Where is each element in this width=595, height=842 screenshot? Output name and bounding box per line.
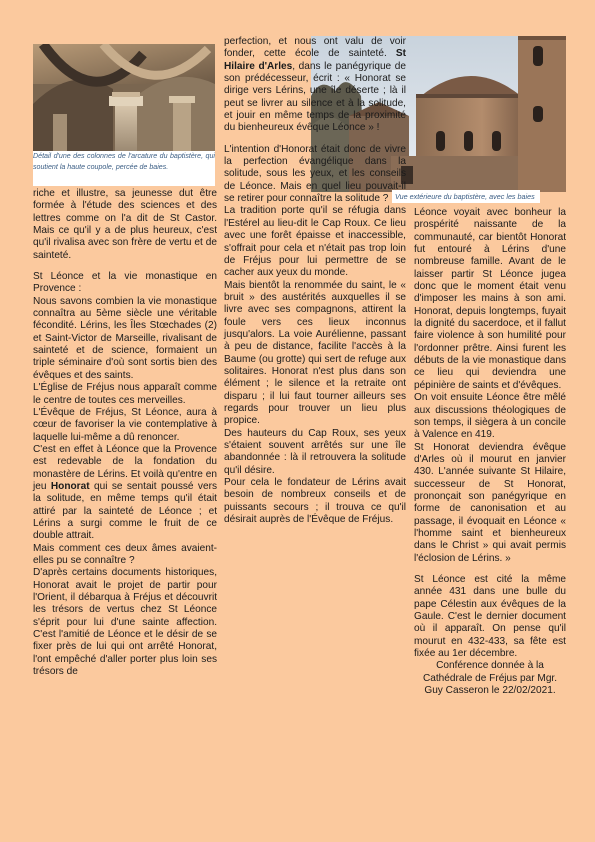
col1-paragraph-6: Mais comment ces deux âmes avaient-elles pu se connaître ? [33,542,217,566]
col2-paragraph-2: L'intention d'Honorat était donc de vivre la perfection évangélique dans la solitude, sous les yeux, et les conseils de Léonce. Mais en quel lieu pouvait-il se retirer pour connaître la solitude ? [224,143,406,205]
col3-paragraph-2: On voit ensuite Léonce être mêlé aux discussions théologiques de son temps, il siègera à un concile à Valence en 419. [414,392,566,441]
col2-paragraph-3: La tradition porte qu'il se réfugia dans l'Estérel au lieu-dit le Cap Roux. Ce lieu avec une forêt épaisse et inaccessible, s'offrait pour cela et n'était pas trop loin de Fréjus pour lui permettre de se cacher aux yeux du monde. [224,205,406,279]
column-2 [224,36,406,526]
col2-p1-bold-hilaire: St Hilaire d'Arles [224,48,407,72]
col1-paragraph-1: riche et illustre, sa jeunesse dut être formée à l'étude des sciences et des lettres comme on l'a dit de St Castor. Mais ce qu'il y a de plus heureux, c'est qu'il rivalisa avec son frère de vertu et de sainteté. [33,188,217,261]
col1-paragraph-2: Nous savons combien la vie monastique connaîtra au 5ème siècle une véritable fécondité. Lérins, les Îles Stœchades (2) et Saint-Victor de Marseille, rivalisant de sainteté et de science, formaient un triple séminaire d'où sont sortis bien des évêques et des saints. [33,295,217,381]
column-detail-caption: Détail d'une des colonnes de l'arcature du baptistère, qui soutient la haute coupole, percée de baies. [33,151,215,186]
col3-signature: Conférence donnée à la Cathédrale de Fréjus par Mgr. Guy Casseron le 22/02/2021. [422,660,558,697]
col1-heading-monastic-life: St Léonce et la vie monastique en Provence : [33,271,217,295]
col3-paragraph-1: Léonce voyait avec bonheur la prospérité naissante de la communauté, car bientôt Honorat fut entouré à Lérins d'une nombreuse famille. Avant de le laisser partir St Léonce jugea donc que le moment était venu d'imposer les mains à son ami. Honorat, depuis longtemps, fuyait la dignité du sacerdoce, et il fallut faire violence à son humilité pour l'ordonner prêtre. Ainsi furent les débuts de la vie monastique dans ce lieu qui deviendra une pépinière de saints et d'évêques. [414,207,566,391]
col3-paragraph-3: St Honorat deviendra évêque d'Arles où il mourut en janvier 430. L'année suivante St Hilaire, successeur de St Honorat, prononçait son panégyrique en forme de canonisation et au passage, il évoquait en Léonce « l'homme saint et bienheureux dans le Christ » qui avait permis l'éclosion de Lérins. » [414,441,566,564]
col3-paragraph-4: St Léonce est cité la même année 431 dans une bulle du pape Célestin aux évêques de la Gaule. C'est le dernier document où il apparaît. On pense qu'il mourut en 432-433, sa fête est fixée au 1er décembre. [414,573,566,660]
col1-paragraph-7: D'après certains documents historiques, Honorat avait le projet de partir pour l'Orient, il débarqua à Fréjus et découvrit les trésors de vertus chez St Léonce s'éprit pour lui d'une sainte affection. C'est l'amitié de Léonce et le désir de se fixer près de lui qui ont arrêté Honorat, l'ont empêché d'aller porter plus loin ses trésors de [33,567,217,678]
column-detail-photo [33,44,215,151]
col2-paragraph-6: Pour cela le fondateur de Lérins avait besoin de nombreux conseils et de puissants secours ; il trouva ce qu'il désirait auprès de l'Évêque de Fréjus. [224,477,406,526]
baptistery-exterior-caption: Vue extérieure du baptistère, avec les baies [392,190,540,203]
column-3 [414,207,566,697]
col1-paragraph-3: L'Église de Fréjus nous apparaît comme le centre de toutes ces merveilles. [33,382,217,406]
col1-paragraph-4: L'Évêque de Fréjus, St Léonce, aura à cœur de favoriser la vie contemplative à laquelle lui-même a dû renoncer. [33,406,217,443]
col2-paragraph-5: Des hauteurs du Cap Roux, ses yeux s'étaient souvent arrêtés sur une île abandonnée : là il retrouvera la solitude qu'il désire. [224,427,406,476]
col2-p1-text-a: perfection, et nous ont valu de voir fonder, cette école de sainteté. [224,36,406,60]
col2-paragraph-4: Mais bientôt la renommée du saint, le « bruit » des austérités auxquelles il se livre avec ses compagnons, attirent la foule vers ces lieux inconnus jusqu'alors. La voie Aurélienne, passant à peu de distance, facilite l'accès à la Baume (ou grotte) qui sert de refuge aux solitaires. Honorat n'est plus dans son élément ; le silence et la retraite ont disparu ; il lui faut tourner ailleurs ses regards pour trouver un lieu plus propice. [224,279,406,427]
column-1 [33,188,217,678]
col2-p1-text-b: , dans le panégyrique de son prédécesseur, écrit : « Honorat se dirige vers Lérins, une île déserte ; là il peut se livrer au silence et à la solitude, et jouir en même temps de la proximité du bienheureux évêque Léonce » ! [224,60,406,134]
col2-paragraph-1 [224,36,406,135]
col1-p5-text-b: qui se sentait poussé vers la solitude, en même temps qu'il était attiré par la sainteté de Léonce ; et Lérins a surgi comme le fruit de ce double attrait. [33,480,217,542]
col1-paragraph-5 [33,444,217,543]
col1-p5-bold-honorat: Honorat [50,480,90,492]
col1-p5-text-a: C'est en effet à Léonce que la Provence est redevable de la fondation du monastère de Lérins. Et voilà qu'entre en jeu [33,443,217,492]
